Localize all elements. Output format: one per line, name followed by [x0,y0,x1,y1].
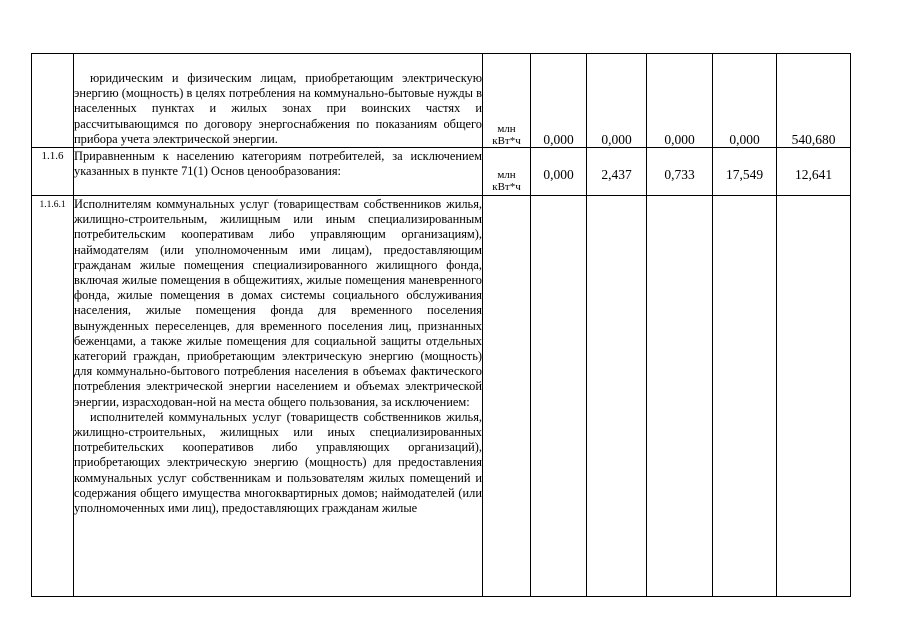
row-description [74,54,483,148]
value-cell: 0,000 [587,54,647,148]
value-cell [647,196,713,597]
row-description [74,196,483,597]
unit-label-line2: кВт*ч [492,135,521,147]
tariff-volume-table [31,53,851,597]
value-cell: 540,680 [777,54,851,148]
value-cell [777,196,851,597]
row-description [74,148,483,196]
unit-label-line1: млн [497,169,516,181]
unit-cell [483,148,531,196]
value-cell [531,196,587,597]
description-text: Приравненным к населению категориям потребителей, за исключением указанных в пункте 71(1) Основ ценообразования: [74,149,482,179]
value-cell: 17,549 [713,148,777,196]
table-row [32,196,851,597]
value-cell: 12,641 [777,148,851,196]
value-cell: 2,437 [587,148,647,196]
description-text: юридическим и физическим лицам, приобретающим электрическую энергию (мощность) в целях потребления на коммунально-бытовые нужды в населенных пунктах и жилых зонах при воинских частях и рассчитывающимся по договору энергоснабжения по показаниям общего прибора учета электрической энергии. [74,70,482,146]
value-cell [713,196,777,597]
table-row [32,148,851,196]
description-paragraph-1: Исполнителям коммунальных услуг (товариществам собственников жилья, жилищно-строительным, жилищным или иным специализированным потребительским кооперативам либо управляющим организациям), наймодателям (или уполномоченным ими лицам), предоставляющим гражданам жилые помещения специализированного жилищного фонда, включая жилые помещения в общежитиях, жилые помещения маневренного фонда, жилые помещения в домах системы социального обслуживания населения, жилые помещения фонда для временного поселения вынужденных переселенцев, для временного поселения лиц, признанных беженцами, а также жилые помещения для социальной защиты отдельных категорий граждан, приобретающим электрическую энергию (мощность) для коммунально-бытового потребления населения в объемах фактического потребления электрической энергии населением и объемах электрической энергии, израсходован-ной на места общего пользования, за исключением: [74,197,482,409]
value-cell: 0,000 [713,54,777,148]
unit-cell [483,54,531,148]
value-cell: 0,000 [531,54,587,148]
row-number: 1.1.6.1 [32,196,74,597]
description-paragraph-2: исполнителей коммунальных услуг (товариществ собственников жилья, жилищно-строительных, жилищных или иных специализированных потребительских кооперативов либо управляющих организаций), приобретающих электрическую энергию (мощность) для предоставления коммунальных услуг собственникам и пользователям жилых помещений и содержания общего имущества многоквартирных домов; наймодателей (или уполномоченных ими лиц), предоставляющих гражданам жилые [74,409,482,516]
unit-label-line1: млн [497,123,516,135]
row-number: 1.1.6 [32,148,74,196]
description-box [74,197,482,596]
unit-label-line2: кВт*ч [492,181,521,193]
row-number [32,54,74,148]
value-cell: 0,000 [531,148,587,196]
table-row [32,54,851,148]
value-cell: 0,000 [647,54,713,148]
value-cell [587,196,647,597]
unit-cell [483,196,531,597]
value-cell: 0,733 [647,148,713,196]
